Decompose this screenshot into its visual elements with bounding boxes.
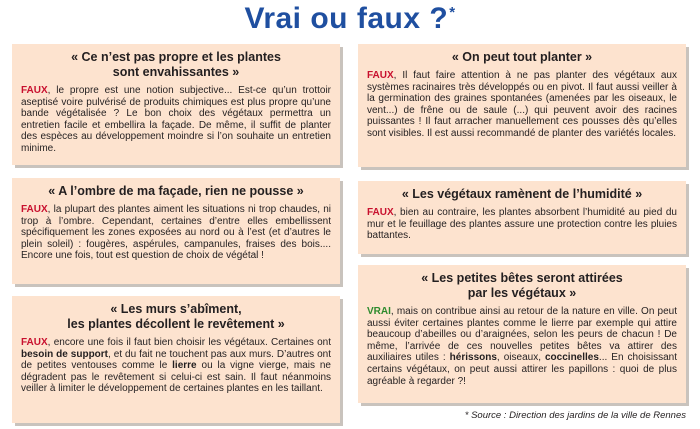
card-text: FAUX, Il faut faire attention à ne pas planter des végétaux aux systèmes racinaires très développés ou en pivot. Il faut aussi veiller à la germination des graines spontanées (amenées par les oiseaux, le vent...) de frêne ou de saule (...) qui peuvent avoir des racines puissantes ! Il faut arracher manuellement ces pousses dès qu’elles sont visibles. Il est aussi recommandé de planter des variétés locales.: [367, 70, 677, 139]
verdict-badge: VRAI: [367, 306, 391, 317]
page-title: Vrai ou faux ?*: [244, 2, 456, 35]
card-text: FAUX, encore une fois il faut bien choisir les végétaux. Certaines ont besoin de support, et du fait ne touchent pas aux murs. D’autres ont de petites ventouses comme le lierre ou la vigne vierge, mais ne dégradent pas le revêtement si celui-ci est sain. Il faut néanmoins veiller à limiter le développement de certaines plantes en les taillant.: [21, 337, 331, 395]
verdict-badge: FAUX: [367, 70, 394, 81]
card-humidite: [358, 181, 686, 254]
verdict-badge: FAUX: [21, 204, 48, 215]
verdict-badge: FAUX: [367, 207, 394, 218]
card-heading: « Les végétaux ramènent de l’humidité »: [401, 187, 643, 201]
verdict-badge: FAUX: [21, 85, 48, 96]
card-petites-betes: [358, 265, 686, 403]
card-text: FAUX, le propre est une notion subjective... Est-ce qu’un trottoir aseptisé voire pulvérisé de produits chimiques est plus propre qu’une bande végétalisée ? Le bon choix des végétaux permettra un entretien facile et embellira la façade. De même, il suffit de planter des espèces au développement moindre si l’on souhaite un entretien minime.: [21, 85, 331, 154]
card-text: FAUX, bien au contraire, les plantes absorbent l’humidité au pied du mur et le feuillage des plantes assure une protection contre les pluies battantes.: [367, 207, 677, 242]
card-tout-planter: [358, 44, 686, 167]
card-text: VRAI, mais on contribue ainsi au retour de la nature en ville. On peut aussi éviter certaines plantes comme le lierre par exemple qui attire beaucoup d’abeilles ou d’araignées, selon les peurs de chacun ! De même, l’arrivée de ces nouvelles petites bêtes va attirer des auxiliaires utiles : hérissons, oiseaux, coccinelles... En choisissant certains végétaux, on peut aussi attirer les papillons : quoi de plus agréable à regarder ?!: [367, 306, 678, 387]
card-heading: « Les petites bêtes seront attirées par les végétaux »: [421, 271, 623, 300]
card-heading: « Les murs s’abîment, les plantes décollent le revêtement »: [67, 302, 285, 331]
card-heading: « Ce n’est pas propre et les plantes sont envahissantes »: [71, 50, 281, 79]
verdict-badge: FAUX: [21, 337, 48, 348]
card-proprete: [12, 44, 340, 165]
card-murs: [12, 296, 340, 423]
card-heading: « A l’ombre de ma façade, rien ne pousse »: [48, 184, 304, 198]
source-note: * Source : Direction des jardins de la ville de Rennes: [464, 410, 686, 421]
card-ombre: [12, 178, 340, 284]
card-heading: « On peut tout planter »: [451, 50, 593, 64]
card-text: FAUX, la plupart des plantes aiment les situations ni trop chaudes, ni trop à l’ombre. Cependant, certaines d’entre elles embellissent spécifiquement les zones exposées au nord ou à l’est (et d’autres le plein soleil) : fougères, aspérules, campanules, fraises des bois.... Encore une fois, tout est question de choix de végétal !: [21, 204, 331, 262]
title-footnote-mark: *: [449, 4, 456, 21]
